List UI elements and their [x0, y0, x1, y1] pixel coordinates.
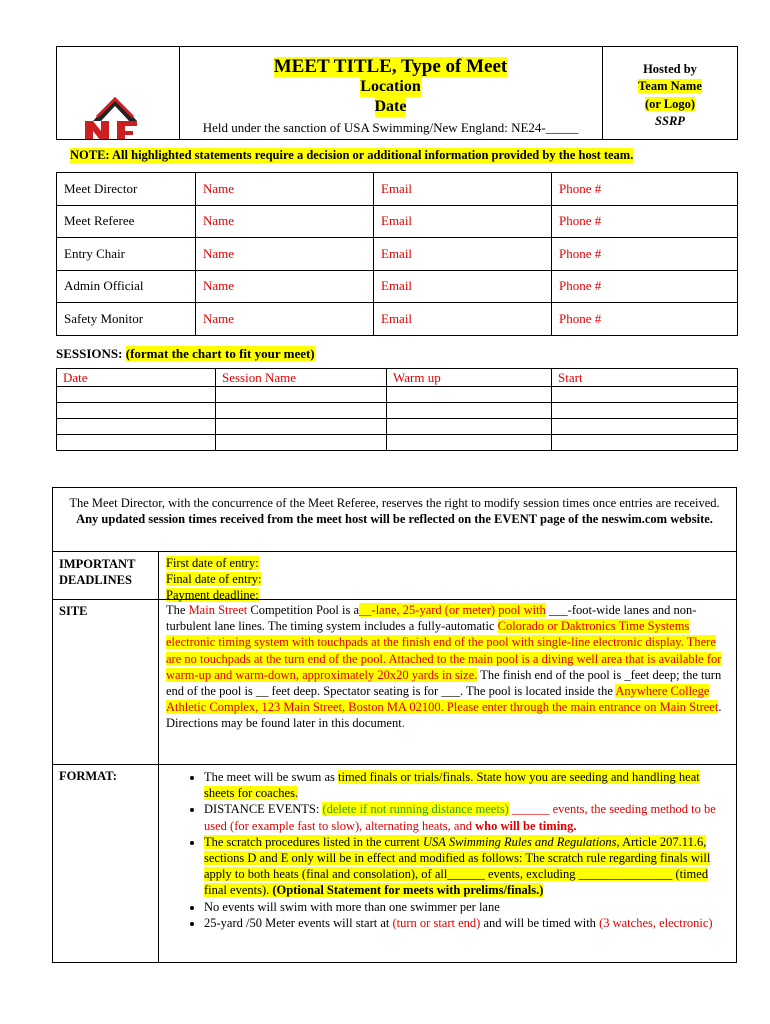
contact-phone: Phone # [552, 303, 738, 336]
list-item [204, 801, 730, 833]
meet-info-box [52, 487, 737, 963]
notice-text: The Meet Director, with the concurrence of the Meet Referee, reserves the right to modify session times once entries are received. [69, 496, 720, 510]
format-text: No events will swim with more than one swimmer per lane [204, 899, 500, 914]
list-item [204, 915, 730, 931]
payment-deadline: Payment deadline: [166, 588, 259, 603]
format-label: FORMAT: [53, 764, 159, 962]
contact-role: Entry Chair [57, 238, 196, 271]
site-text: The finish end of the pool is _feet deep; the turn end of the pool is __ feet deep. Spectator seating is for ___. The pool is located inside the [166, 667, 722, 699]
site-text: . Directions may be found later in this document [166, 700, 722, 731]
format-distance-note: (delete if not running distance meets) [322, 802, 509, 817]
col-warm-up: Warm up [387, 369, 552, 387]
hosted-by-label: Hosted by [643, 62, 697, 76]
format-text: The meet will be swum as [204, 770, 338, 784]
sessions-hint: (format the chart to fit your meet) [125, 346, 315, 361]
format-text: DISTANCE EVENTS: [204, 802, 323, 817]
table-header-row [57, 369, 738, 387]
site-text: ___-foot-wide lanes and non-turbulent lane lines. The timing system includes a fully-automatic [166, 603, 697, 634]
meet-title: MEET TITLE, Type of Meet [273, 56, 508, 77]
team-name: Team Name [638, 79, 702, 93]
format-text: The scratch procedures listed in the current [204, 834, 424, 849]
final-entry-date: Final date of entry: [166, 572, 262, 587]
sanction-line: Held under the sanction of USA Swimming/New England: NE24-_____ [202, 120, 579, 135]
site-text: The [166, 603, 189, 617]
meet-date: Date [374, 98, 407, 115]
contact-role: Meet Director [57, 173, 196, 206]
first-entry-date: First date of entry: [166, 556, 259, 570]
contact-email: Email [374, 238, 552, 271]
contact-name: Name [196, 270, 374, 303]
table-row [57, 303, 738, 336]
sessions-title: SESSIONS: [56, 346, 123, 361]
host-cell [603, 47, 737, 139]
ssrp-label: SSRP [655, 114, 685, 128]
highlight-note: NOTE: All highlighted statements require a decision or additional information provided by the host team. [70, 148, 634, 162]
format-scratch: , Article 207.11.6, sections D and E only will be in effect and modified as follows: The scratch rule regarding finals will apply to both heats (final and consolation), of all______ events, excluding _______________ (timed final events). [204, 834, 711, 898]
table-row [57, 435, 738, 451]
format-optional: (Optional Statement for meets with prelims/finals.) [272, 883, 544, 898]
col-session-name: Session Name [216, 369, 387, 387]
title-cell [179, 47, 603, 139]
contact-phone: Phone # [552, 205, 738, 238]
contact-email: Email [374, 205, 552, 238]
table-row [57, 205, 738, 238]
contact-phone: Phone # [552, 173, 738, 206]
contact-role: Admin Official [57, 270, 196, 303]
contact-name: Name [196, 238, 374, 271]
list-item [204, 899, 730, 915]
table-row [57, 173, 738, 206]
ne-swimming-logo [57, 47, 179, 139]
contact-phone: Phone # [552, 270, 738, 303]
format-rules-ref: USA Swimming Rules and Regulations [423, 834, 617, 849]
site-address: Anywhere College Athletic Complex, 123 Main Street, Boston MA 02100. Please enter through the main entrance on Main Street [166, 684, 719, 715]
meet-location: Location [360, 78, 421, 95]
contacts-table [56, 172, 738, 336]
session-change-notice [53, 488, 736, 552]
site-text: Competition Pool is a [247, 603, 360, 617]
format-text: and will be timed with [480, 915, 600, 930]
contact-role: Meet Referee [57, 205, 196, 238]
format-list [160, 766, 736, 934]
site-timing-system: Colorado or Daktronics Time Systems electronic timing system with touchpads at the finish end of the pool with single-line electronic display. There are no touchpads at the turn end of the pool. Attached to the main pool is a diving well area that is available for warm-up and warm-down, approximately 20x20 yards in size. [166, 619, 722, 682]
table-row [57, 387, 738, 403]
meet-header [56, 46, 738, 140]
contact-role: Safety Monitor [57, 303, 196, 336]
sessions-label [56, 346, 315, 362]
format-watches: (3 watches, electronic) [599, 915, 713, 930]
table-row [57, 270, 738, 303]
site-pool-name: Main Street [188, 603, 248, 617]
contact-phone: Phone # [552, 238, 738, 271]
contact-email: Email [374, 303, 552, 336]
site-label: SITE [53, 599, 159, 764]
contact-email: Email [374, 270, 552, 303]
col-start: Start [552, 369, 738, 387]
contact-name: Name [196, 173, 374, 206]
format-start-end: (turn or start end) [392, 915, 481, 930]
contact-email: Email [374, 173, 552, 206]
format-distance: ______ events, the seeding method to be used (for example fast to slow), alternating heats, and [204, 802, 716, 833]
site-text: . [401, 716, 405, 731]
sessions-table [56, 368, 738, 451]
format-timing: who will be timing. [475, 818, 577, 833]
list-item [204, 769, 730, 801]
deadlines-label: IMPORTANT DEADLINES [53, 552, 159, 599]
format-seeding: timed finals or trials/finals. State how you are seeding and handling heat sheets for coaches. [204, 770, 700, 801]
contact-name: Name [196, 303, 374, 336]
list-item [204, 834, 730, 899]
site-description [160, 599, 736, 735]
format-text: 25-yard /50 Meter events will start at [204, 915, 393, 930]
notice-bold-text: Any updated session times received from the meet host will be reflected on the EVENT page of the neswim.com website. [76, 512, 713, 527]
table-row [57, 238, 738, 271]
or-logo: (or Logo) [644, 97, 696, 111]
table-row [57, 403, 738, 419]
col-date: Date [57, 369, 216, 387]
contact-name: Name [196, 205, 374, 238]
logo-cell [57, 47, 180, 139]
table-row [57, 419, 738, 435]
site-lanes: __-lane, 25-yard (or meter) pool with [359, 603, 546, 617]
